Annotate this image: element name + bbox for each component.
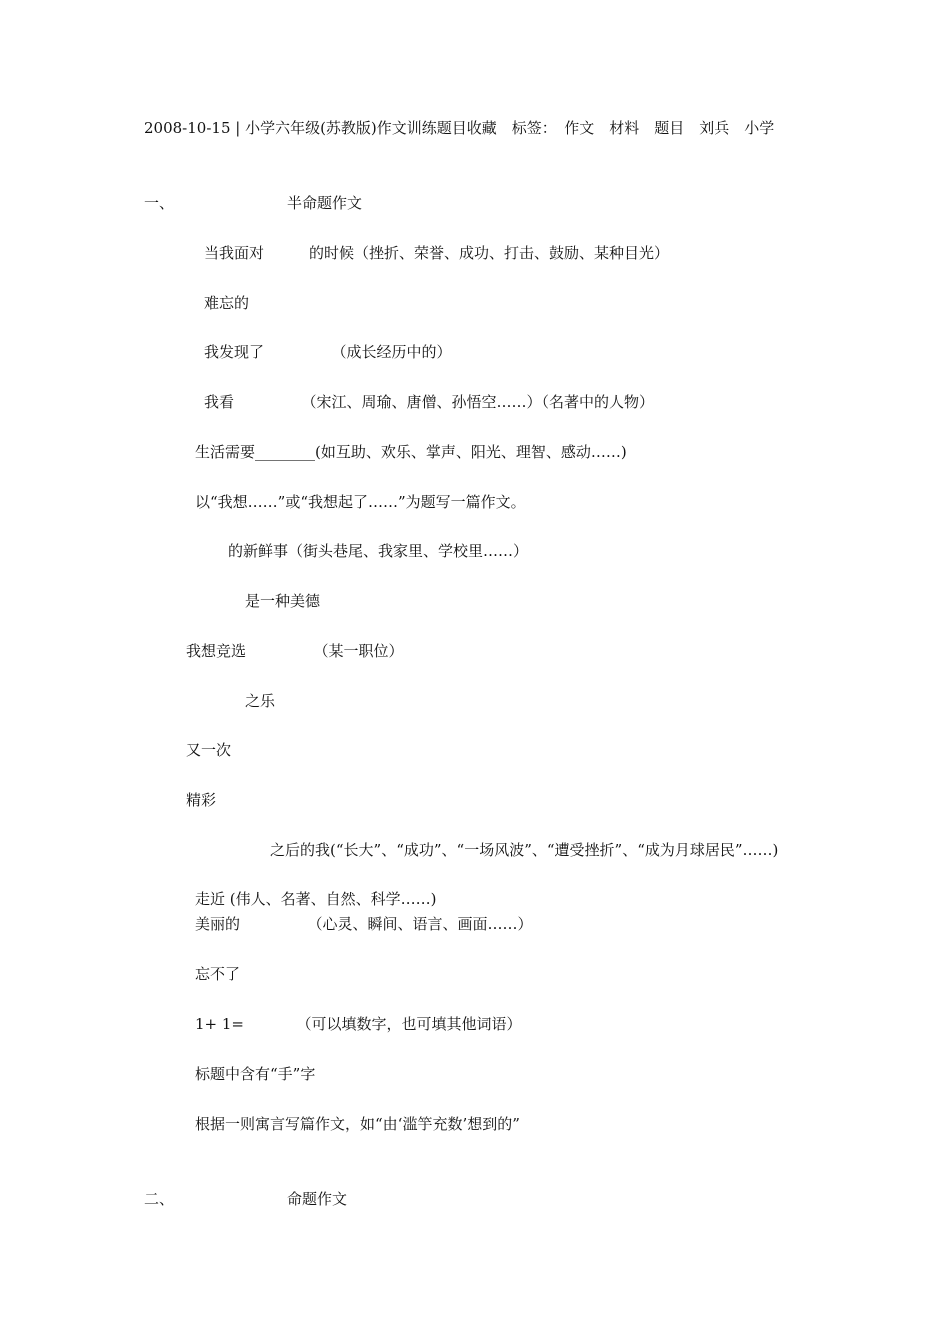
list-item: 我发现了 （成长经历中的） [204,343,452,361]
list-item: 当我面对 的时候（挫折、荣誉、成功、打击、鼓励、某种目光） [204,244,670,262]
list-item: 我看 （宋江、周瑜、唐僧、孙悟空……）（名著中的人物） [204,393,655,411]
list-item: 之后的我(“长大”、“成功”、“一场风波”、“遭受挫折”、“成为月球居民”……) [270,841,779,859]
section-2-title: 命题作文 [287,1190,348,1208]
list-item: 标题中含有“手”字 [195,1065,316,1083]
list-item: 之乐 [245,692,276,710]
list-item: 1+ 1= （可以填数字，也可填其他词语） [195,1015,522,1033]
list-item: 生活需要________(如互助、欢乐、掌声、阳光、理智、感动……) [195,443,627,461]
section-2-number: 二、 [144,1190,175,1208]
section-1-title: 半命题作文 [287,194,363,212]
list-item: 以“我想……”或“我想起了……”为题写一篇作文。 [195,493,526,511]
list-item: 又一次 [186,741,232,759]
list-item: 是一种美德 [245,592,321,610]
list-item: 美丽的 （心灵、瞬间、语言、画面……） [195,915,533,933]
section-1-number: 一、 [144,194,175,212]
list-item: 我想竞选 （某一职位） [186,642,404,660]
list-item: 走近 (伟人、名著、自然、科学……) [195,890,437,908]
list-item: 根据一则寓言写篇作文，如“由‘滥竽充数’想到的” [195,1115,520,1133]
list-item: 精彩 [186,791,217,809]
list-item: 难忘的 [204,294,250,312]
page-header: 2008-10-15 | 小学六年级(苏教版)作文训练题目收藏 标签： 作文 材料 题目 刘兵 小学 [144,119,775,137]
list-item: 的新鲜事（街头巷尾、我家里、学校里……） [228,542,529,560]
list-item: 忘不了 [195,965,241,983]
